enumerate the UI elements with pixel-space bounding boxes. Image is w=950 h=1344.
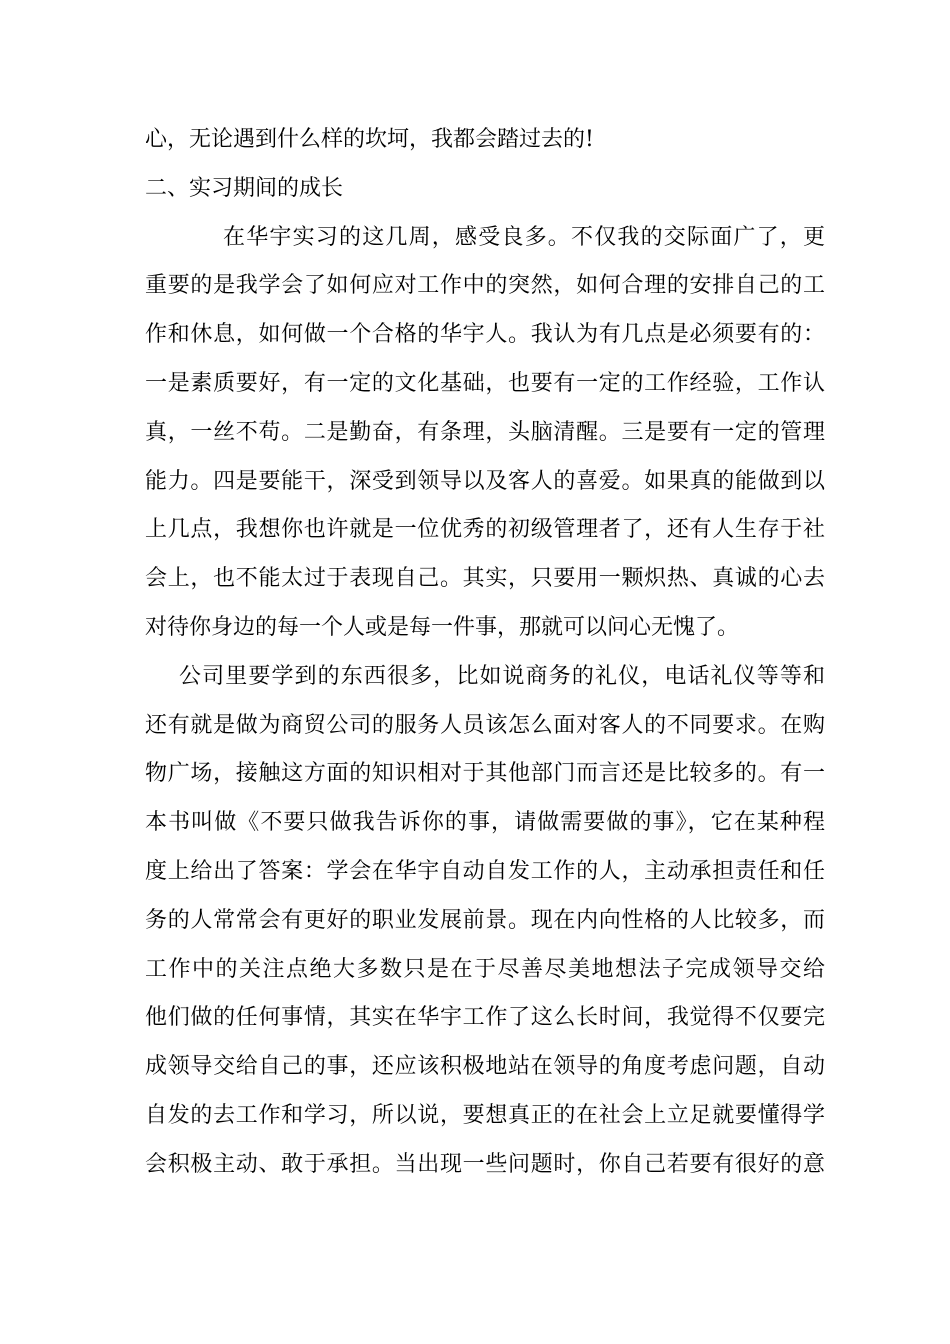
- section-heading: 二、实习期间的成长: [145, 175, 344, 201]
- text-line: 能力。四是要能干，深受到领导以及客人的喜爱。如果真的能做到以: [145, 468, 825, 494]
- text-line: 自发的去工作和学习，所以说，要想真正的在社会上立足就要懂得学: [145, 1102, 825, 1128]
- text-line: 一是素质要好，有一定的文化基础，也要有一定的工作经验，工作认: [145, 370, 825, 396]
- text-line: 还有就是做为商贸公司的服务人员该怎么面对客人的不同要求。在购: [145, 712, 825, 738]
- text-line: 公司里要学到的东西很多，比如说商务的礼仪，电话礼仪等等和: [179, 663, 825, 689]
- text-line: 成领导交给自己的事，还应该积极地站在领导的角度考虑问题，自动: [145, 1054, 825, 1080]
- text-line: 工作中的关注点绝大多数只是在于尽善尽美地想法子完成领导交给: [145, 956, 825, 982]
- text-line: 会上，也不能太过于表现自己。其实，只要用一颗炽热、真诚的心去: [145, 566, 825, 592]
- text-line: 重要的是我学会了如何应对工作中的突然，如何合理的安排自己的工: [145, 273, 825, 299]
- text-line: 本书叫做《不要只做我告诉你的事，请做需要做的事》，它在某种程: [145, 810, 825, 836]
- text-line: 物广场，接触这方面的知识相对于其他部门而言还是比较多的。有一: [145, 761, 825, 787]
- document-body: [145, 116, 825, 1190]
- text-line: 上几点，我想你也许就是一位优秀的初级管理者了，还有人生存于社: [145, 517, 825, 543]
- text-line: 会积极主动、敢于承担。当出现一些问题时，你自己若要有很好的意: [145, 1151, 825, 1177]
- text-line: 真，一丝不苟。二是勤奋，有条理，头脑清醒。三是要有一定的管理: [145, 419, 825, 445]
- text-line: 心，无论遇到什么样的坎坷，我都会踏过去的!: [145, 127, 594, 152]
- text-line: 对待你身边的每一个人或是每一件事，那就可以问心无愧了。: [145, 614, 740, 640]
- text-line: 在华宇实习的这几周，感受良多。不仅我的交际面广了，更: [223, 224, 825, 250]
- text-line: 度上给出了答案：学会在华宇自动自发工作的人，主动承担责任和任: [145, 858, 825, 884]
- text-line: 务的人常常会有更好的职业发展前景。现在内向性格的人比较多，而: [145, 907, 825, 933]
- text-line: 作和休息，如何做一个合格的华宇人。我认为有几点是必须要有的：: [145, 322, 825, 348]
- text-line: 他们做的任何事情，其实在华宇工作了这么长时间，我觉得不仅要完: [145, 1005, 825, 1031]
